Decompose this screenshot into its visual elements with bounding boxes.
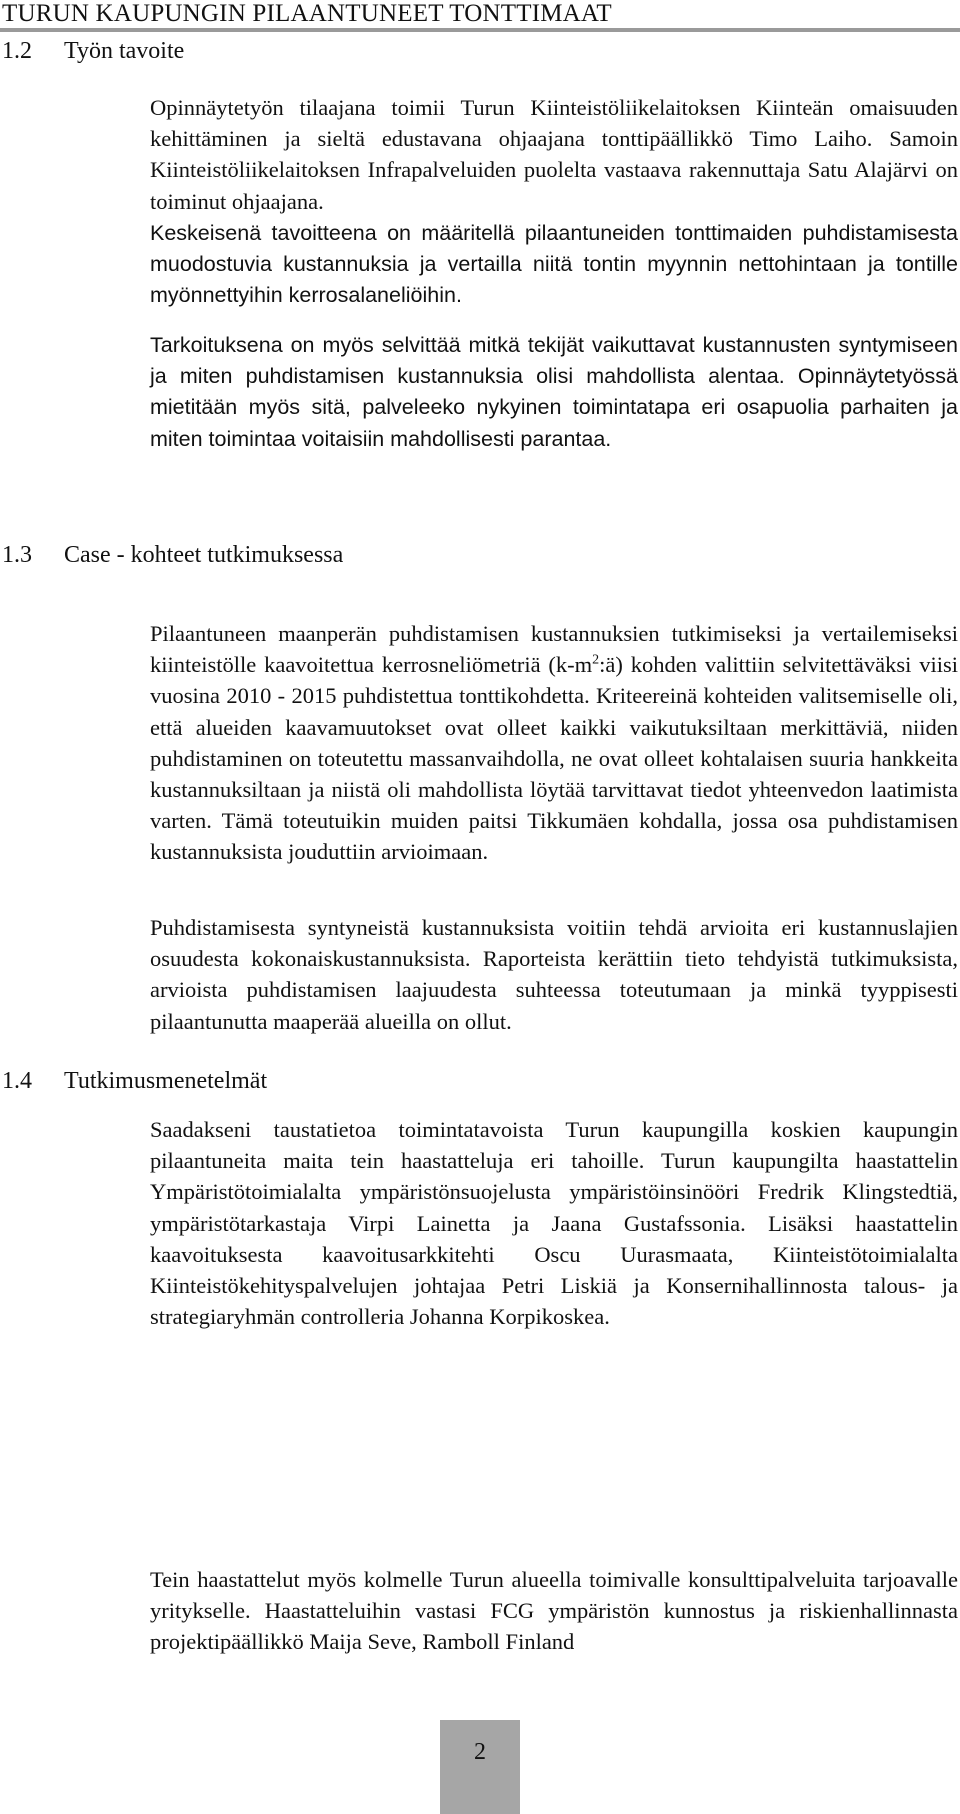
- paragraph: Puhdistamisesta syntyneistä kustannuksista voitiin tehdä arvioita eri kustannuslajien osuudesta kokonaiskustannuksista. Raporteista kerättiin tieto tehdyistä tutkimuksista, arvioista puhdistamisen laajuudesta suhteessa toteutumaan ja minkä tyyppisesti pilaantunutta maaperää alueilla on ollut.: [150, 915, 958, 1034]
- section-title: Työn tavoite: [64, 38, 185, 64]
- section-heading-1-3: [2, 540, 343, 570]
- paragraph-text: :ä) kohden valittiin selvitettäväksi viisi vuosina 2010 - 2015 puhdistettua tonttikohdetta. Kriteereinä kohteiden valitsemiselle oli, että alueiden kaavamuutokset ovat olleet kaikki vaikutuksiltaan merkittäviä, niiden puhdistaminen on toteutettu massanvaihdolla, ne ovat olleet kohtalaisen suuria hankkeita kustannuksiltaan ja niistä oli mahdollista löytää tarvittavat tiedot yhteenvedon laatimista varten. Tämä toteutuikin muiden paitsi Tikkumäen kohdalla, jossa osa puhdistamisen kustannuksista jouduttiin arvioimaan.: [150, 652, 959, 865]
- section-number: 1.4: [2, 1068, 32, 1094]
- page-number: 2: [474, 1739, 486, 1765]
- page-number-box: [440, 1720, 520, 1814]
- paragraph: Saadakseni taustatietoa toimintatavoista Turun kaupungilla koskien kaupungin pilaantuneita maita tein haastatteluja eri tahoille. Turun kaupungilta haastattelin Ympäristötoimialalta ympäristönsuojelusta ympäristöinsinööri Fredrik Klingstedtiä, ympäristötarkastaja Virpi Lainetta ja Jaana Gustafssonia. Lisäksi haastattelin kaavoituksesta kaavoitusarkkitehti Oscu Uurasmaata, Kiinteistötoimialalta Kiinteistökehityspalvelujen johtajaa Petri Liskiä ja Konsernihallinnosta talous- ja strategiaryhmän controlleria Johanna Korpikoskea.: [150, 1117, 958, 1330]
- section-number: 1.3: [2, 542, 32, 568]
- paragraph-text: Pilaantuneen maanperän puhdistamisen kustannuksien tutkimiseksi ja vertailemiseksi kiinteistölle kaavoitettua kerrosneliömetriä (k-m: [150, 621, 958, 678]
- header-title: TURUN KAUPUNGIN PILAANTUNEET TONTTIMAAT: [2, 0, 612, 27]
- running-header: [0, 0, 960, 34]
- section-title: Tutkimusmenetelmät: [64, 1068, 268, 1094]
- paragraph: [150, 618, 958, 868]
- section-heading-1-4: [2, 1066, 267, 1096]
- superscript: 2: [592, 652, 600, 668]
- section-number: 1.2: [2, 38, 32, 64]
- header-rule: [0, 28, 960, 32]
- paragraph: Tein haastattelut myös kolmelle Turun alueella toimivalle konsulttipalveluita tarjoavalle yritykselle. Haastatteluihin vastasi FCG ympäristön kunnostus ja riskienhallinnasta projektipäällikkö Maija Seve, Ramboll Finland: [150, 1567, 958, 1655]
- section-title: Case - kohteet tutkimuksessa: [64, 542, 344, 568]
- paragraph: Tarkoituksena on myös selvittää mitkä tekijät vaikuttavat kustannusten syntymiseen ja miten puhdistamisen kustannuksia olisi mahdollista alentaa. Opinnäytetyössä mietitään myös sitä, palveleeko nykyinen toimintatapa eri osapuolia parhaiten ja miten toimintaa voitaisiin mahdollisesti parantaa.: [150, 333, 958, 451]
- paragraph: Opinnäytetyön tilaajana toimii Turun Kiinteistöliikelaitoksen Kiinteän omaisuuden kehittäminen ja sieltä edustavana ohjaajana tonttipäällikkö Timo Laiho. Samoin Kiinteistöliikelaitoksen Infrapalveluiden puolelta vastaava rakennuttaja Satu Alajärvi on toiminut ohjaajana.: [150, 95, 958, 214]
- paragraph: Keskeisenä tavoitteena on määritellä pilaantuneiden tonttimaiden puhdistamisesta muodostuvia kustannuksia ja vertailla niitä tontin myynnin nettohintaan ja tontille myönnettyihin kerrosalaneliöihin.: [150, 221, 958, 308]
- section-heading-1-2: [2, 36, 184, 66]
